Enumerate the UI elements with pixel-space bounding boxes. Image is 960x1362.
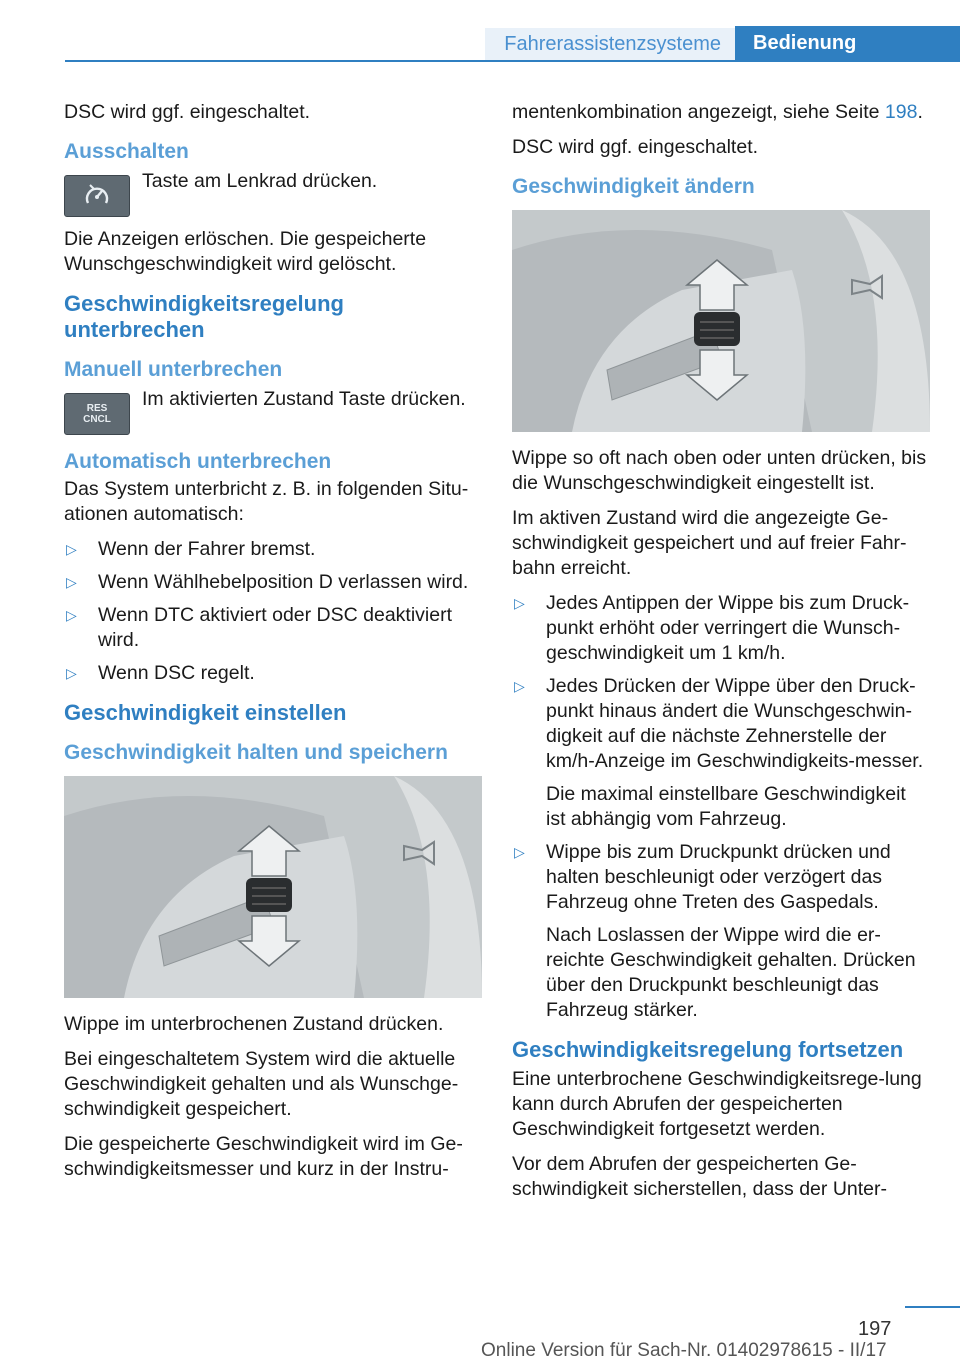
triangle-bullet-icon: ▷ xyxy=(514,595,525,611)
right-column xyxy=(512,100,930,1212)
left-paragraph-1: DSC wird ggf. eingeschaltet. xyxy=(64,101,311,123)
right-paragraph-4: Im aktiven Zustand wird die angezeigte Ge-schwindigkeit gespeichert und auf freier Fahr-bahn erreicht. xyxy=(512,507,907,579)
list-item: ▷ Jedes Antippen der Wippe bis zum Druck-punkt erhöht oder verringert die Wunsch-geschwindigkeit um 1 km/h. xyxy=(514,592,910,664)
list-item-note: Nach Loslassen der Wippe wird die er-reichte Geschwindigkeit gehalten. Drücken über den Druckpunkt beschleunigt das Fahrzeug stärker. xyxy=(546,924,916,1021)
ausschalten-row xyxy=(64,170,482,217)
manuell-text: Im aktivierten Zustand Taste drücken. xyxy=(142,388,466,410)
list-item: ▷ Wenn der Fahrer bremst. xyxy=(66,538,316,560)
left-paragraph-5: Die gespeicherte Geschwindigkeit wird im Ge-schwindigkeitsmesser und kurz in der Instru- xyxy=(64,1133,463,1180)
triangle-bullet-icon: ▷ xyxy=(514,678,525,694)
online-version-note: Online Version für Sach-Nr. 01402978615 - II/17 xyxy=(481,1340,887,1361)
heading-halten: Geschwindigkeit halten und speichern xyxy=(64,741,448,764)
right-paragraph-5: Eine unterbrochene Geschwindigkeitsrege-lung kann durch Abrufen der gespeicherten Geschwindigkeit fortgesetzt werden. xyxy=(512,1068,922,1140)
heading-automatisch: Automatisch unterbrechen xyxy=(64,450,332,473)
steering-wheel-rocker-image xyxy=(64,776,482,998)
list-item: ▷ Wippe bis zum Druckpunkt drücken und halten beschleunigt oder verzögert das Fahrzeug ohne Treten des Gaspedals. Nach Loslassen der Wippe wird die er-reichte Geschwindigkeit gehalten. Drücken über den Druckpunkt beschleunigt das Fahrzeug stärker. xyxy=(512,840,930,1023)
list-item: ▷ Jedes Drücken der Wippe über den Druck-punkt hinaus ändert die Wunschgeschwin-digkeit auf die nächste Zehnerstelle der km/h-Anzeige im Geschwindigkeits-messer. Die maximal einstellbare Geschwindigkeit ist abhängig vom Fahrzeug. xyxy=(512,674,930,832)
auto-bullet-list xyxy=(64,537,482,686)
res-key-top-label: RES xyxy=(86,403,108,414)
left-column xyxy=(64,100,482,1192)
list-item: ▷ Wenn DTC aktiviert oder DSC deaktiviert wird. xyxy=(66,604,453,651)
left-paragraph-4: Bei eingeschaltetem System wird die aktuelle Geschwindigkeit gehalten und als Wunschge-schwindigkeit gespeichert. xyxy=(64,1048,459,1120)
page-link-198[interactable]: 198 xyxy=(884,101,918,123)
ausschalten-text: Taste am Lenkrad drücken. xyxy=(142,170,378,192)
res-cncl-button-icon xyxy=(64,393,130,435)
header-active-tab: Bedienung xyxy=(735,26,960,62)
triangle-bullet-icon: ▷ xyxy=(514,844,525,860)
page-number: 197 xyxy=(858,1318,892,1340)
heading-ausschalten: Ausschalten xyxy=(64,140,189,163)
triangle-bullet-icon: ▷ xyxy=(66,607,77,623)
left-paragraph-2: Die Anzeigen erlöschen. Die gespeicherte Wunschgeschwindigkeit wird gelöscht. xyxy=(64,228,427,275)
left-paragraph-3: Wippe im unterbrochenen Zustand drücken. xyxy=(64,1013,444,1035)
footer-rule xyxy=(905,1306,960,1308)
triangle-bullet-icon: ▷ xyxy=(66,665,77,681)
header-section-tab: Fahrerassistenzsysteme xyxy=(485,28,735,60)
list-item: ▷ Wenn DSC regelt. xyxy=(66,662,255,684)
list-item: ▷ Wenn Wählhebelposition D verlassen wird. xyxy=(66,571,469,593)
heading-unterbrechen: Geschwindigkeitsregelung unterbrechen xyxy=(64,291,344,342)
aendern-bullet-list xyxy=(512,591,930,1023)
right-paragraph-1: mentenkombination angezeigt, siehe Seite 198. xyxy=(512,101,923,123)
heading-aendern: Geschwindigkeit ändern xyxy=(512,175,755,198)
manuell-row xyxy=(64,388,482,435)
heading-fortsetzen: Geschwindigkeitsregelung fortsetzen xyxy=(512,1037,904,1062)
header-rule xyxy=(65,60,960,62)
right-paragraph-3: Wippe so oft nach oben oder unten drücken, bis die Wunschgeschwindigkeit eingestellt ist. xyxy=(512,447,927,494)
res-key-bottom-label: CNCL xyxy=(83,414,111,425)
heading-einstellen: Geschwindigkeit einstellen xyxy=(64,700,347,725)
right-paragraph-6: Vor dem Abrufen der gespeicherten Ge-schwindigkeit sicherstellen, dass der Unter- xyxy=(512,1153,887,1200)
steering-wheel-rocker-image-2 xyxy=(512,210,930,432)
triangle-bullet-icon: ▷ xyxy=(66,541,77,557)
cruise-control-button-icon xyxy=(64,175,130,217)
heading-manuell: Manuell unterbrechen xyxy=(64,358,283,381)
auto-intro: Das System unterbricht z. B. in folgenden Situ-ationen automatisch: xyxy=(64,478,469,525)
list-item-note: Die maximal einstellbare Geschwindigkeit ist abhängig vom Fahrzeug. xyxy=(546,783,906,830)
right-paragraph-2: DSC wird ggf. eingeschaltet. xyxy=(512,136,759,158)
triangle-bullet-icon: ▷ xyxy=(66,574,77,590)
